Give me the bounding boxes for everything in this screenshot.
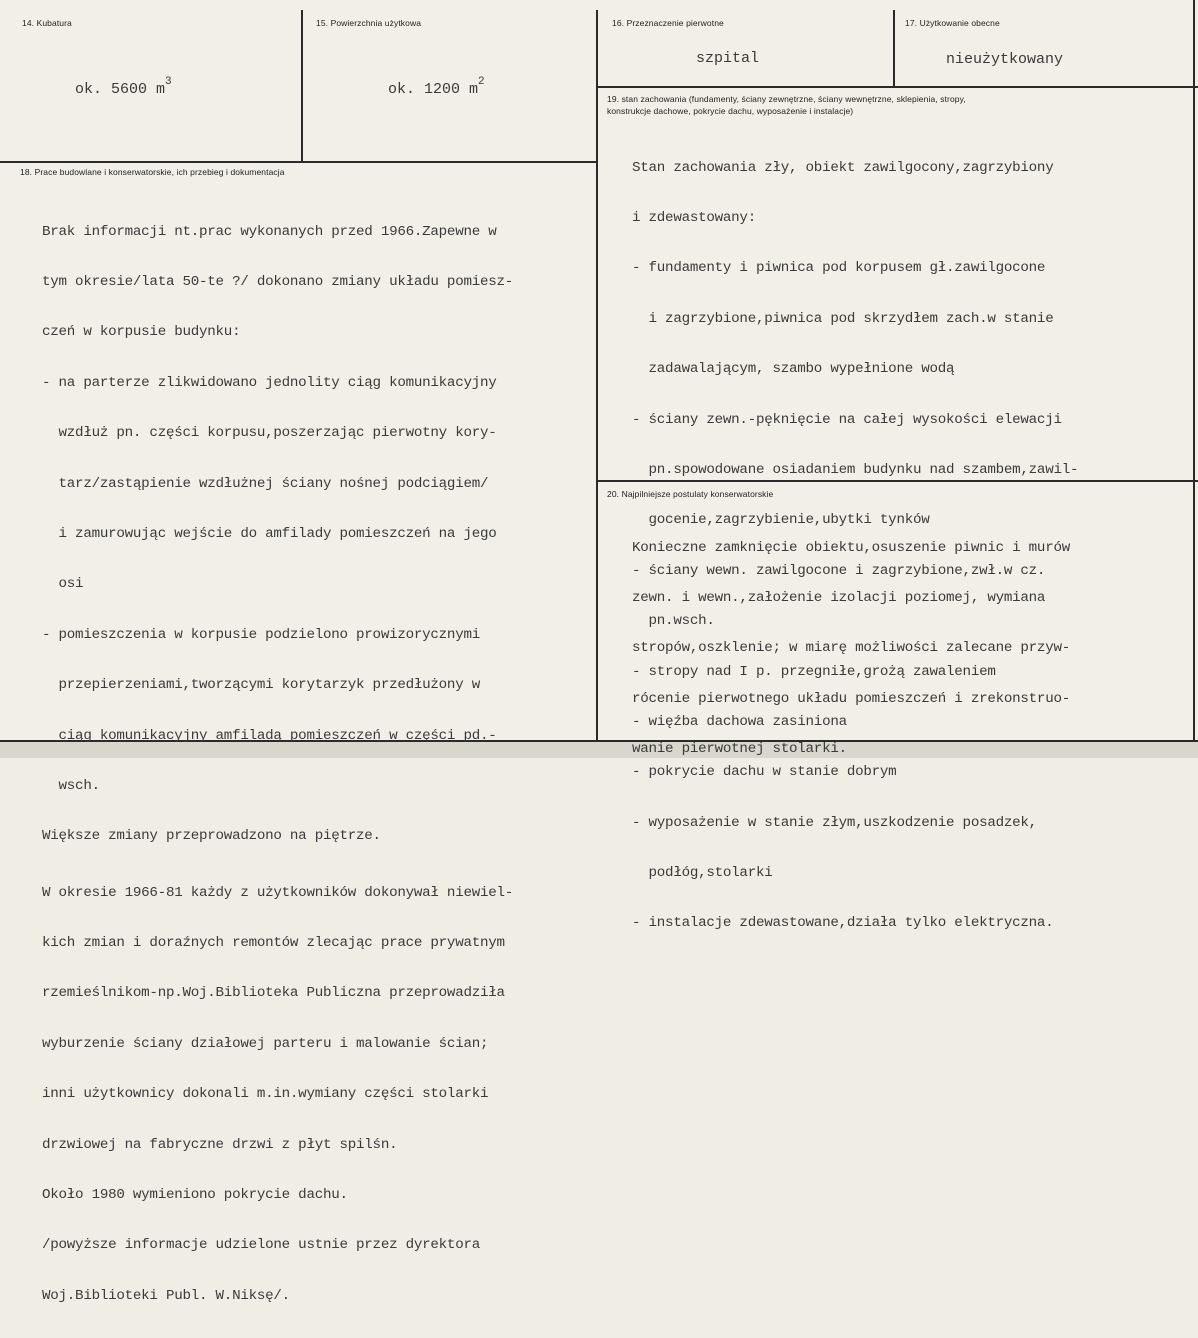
prace-line: Woj.Biblioteki Publ. W.Niksę/. — [42, 1287, 290, 1304]
stan-line: gocenie,zagrzybienie,ubytki tynków — [632, 512, 930, 529]
stan-line: i zagrzybione,piwnica pod skrzydłem zach.w stanie — [632, 310, 1054, 327]
stan-line: zadawalającym, szambo wypełnione wodą — [632, 361, 955, 378]
postulaty-text — [632, 506, 1070, 792]
prace-line: ciąg komunikacyjny amfiladą pomieszczeń w części pd.- — [42, 727, 497, 744]
przeznaczenie-label: 16. Przeznaczenie pierwotne — [612, 18, 724, 28]
stan-line: - stropy nad I p. przegniłe,grożą zawaleniem — [632, 663, 996, 680]
prace-line: - na parterze zlikwidowano jednolity ciąg komunikacyjny — [42, 374, 497, 391]
stan-line: - więźba dachowa zasiniona — [632, 713, 847, 730]
stan-label-line: konstrukcje dachowe, pokrycie dachu, wyposażenie i instalacje) — [607, 106, 854, 116]
divider-16-17 — [893, 10, 895, 86]
divider-16-19 — [596, 86, 1198, 88]
prace-line: /powyższe informacje udzielone ustnie przez dyrektora — [42, 1237, 480, 1254]
prace-line: i zamurowując wejście do amfilady pomieszczeń na jego — [42, 525, 497, 542]
prace-line: drzwiowej na fabryczne drzwi z płyt spilśn. — [42, 1136, 398, 1153]
kubatura-value — [75, 76, 172, 98]
uzytkowanie-value: nieużytkowany — [946, 51, 1064, 68]
stan-line: pn.spowodowane osiadaniem budynku nad szambem,zawil- — [632, 461, 1079, 478]
stan-line: - ściany wewn. zawilgocone i zagrzybione,zwł.w cz. — [632, 562, 1046, 579]
prace-line: tym okresie/lata 50-te ?/ dokonano zmiany układu pomiesz- — [42, 273, 514, 290]
postulaty-line: wanie pierwotnej stolarki. — [632, 741, 847, 758]
stan-line: - pokrycie dachu w stanie dobrym — [632, 764, 897, 781]
prace-line: czeń w korpusie budynku: — [42, 324, 241, 341]
prace-line: wyburzenie ściany działowej parteru i malowanie ścian; — [42, 1035, 489, 1052]
kubatura-label: 14. Kubatura — [22, 18, 72, 28]
kubatura-value-text: ok. 5600 m — [75, 81, 166, 98]
stan-line: - wyposażenie w stanie złym,uszkodzenie posadzek, — [632, 814, 1037, 831]
powierzchnia-unit-sup: 2 — [478, 76, 485, 88]
right-frame — [1193, 0, 1195, 758]
divider-left-right — [596, 10, 598, 758]
stan-line: pn.wsch. — [632, 613, 715, 630]
stan-label — [607, 93, 966, 117]
powierzchnia-value-text: ok. 1200 m — [388, 81, 479, 98]
kubatura-unit-sup: 3 — [165, 76, 172, 88]
prace-line: wzdłuż pn. części korpusu,poszerzając pierwotny kory- — [42, 425, 497, 442]
powierzchnia-label: 15. Powierzchnia użytkowa — [316, 18, 422, 28]
prace-line: Brak informacji nt.prac wykonanych przed 1966.Zapewne w — [42, 223, 497, 240]
prace-line: przepierzeniami,tworzącymi korytarzyk przedłużony w — [42, 677, 480, 694]
prace-line: kich zmian i doraźnych remontów zlecając prace prywatnym — [42, 935, 505, 952]
postulaty-line: Konieczne zamknięcie obiektu,osuszenie piwnic i murów — [632, 539, 1070, 556]
przeznaczenie-value: szpital — [696, 50, 760, 67]
stan-label-line: 19. stan zachowania (fundamenty, ściany zewnętrzne, ściany wewnętrzne, sklepienia, stropy, — [607, 94, 966, 104]
prace-line: Większe zmiany przeprowadzono na piętrze. — [42, 828, 381, 845]
prace-line: wsch. — [42, 777, 100, 794]
postulaty-line: stropów,oszklenie; w miarę możliwości zalecane przyw- — [632, 640, 1070, 657]
stan-line: - ściany zewn.-pęknięcie na całej wysokości elewacji — [632, 411, 1062, 428]
postulaty-line: zewn. i wewn.,założenie izolacji poziomej, wymiana — [632, 589, 1046, 606]
stan-line: podłóg,stolarki — [632, 865, 773, 882]
uzytkowanie-label: 17. Użytkowanie obecne — [905, 18, 1000, 28]
stan-line: - instalacje zdewastowane,działa tylko elektryczna. — [632, 915, 1054, 932]
prace-line: inni użytkownicy dokonali m.in.wymiany części stolarki — [42, 1086, 489, 1103]
prace-label: 18. Prace budowlane i konserwatorskie, ich przebieg i dokumentacja — [20, 167, 285, 177]
prace-line: rzemieślnikom-np.Woj.Biblioteka Publiczna przeprowadziła — [42, 985, 505, 1002]
prace-line: W okresie 1966-81 każdy z użytkowników dokonywał niewiel- — [42, 884, 514, 901]
divider-15-18 — [0, 161, 597, 163]
postulaty-label: 20. Najpilniejsze postulaty konserwatorskie — [607, 489, 774, 499]
prace-line: - pomieszczenia w korpusie podzielono prowizorycznymi — [42, 626, 480, 643]
prace-line: osi — [42, 576, 84, 593]
stan-line: i zdewastowany: — [632, 209, 756, 226]
divider-14-15 — [301, 10, 303, 162]
prace-line: Około 1980 wymieniono pokrycie dachu. — [42, 1187, 348, 1204]
prace-text — [42, 190, 513, 1338]
stan-line: Stan zachowania zły, obiekt zawilgocony,zagrzybiony — [632, 159, 1054, 176]
powierzchnia-value — [388, 76, 485, 98]
postulaty-line: rócenie pierwotnego układu pomieszczeń i zrekonstruo- — [632, 690, 1070, 707]
stan-line: - fundamenty i piwnica pod korpusem gł.zawilgocone — [632, 260, 1046, 277]
prace-line: tarz/zastąpienie wzdłużnej ściany nośnej podciągiem/ — [42, 475, 489, 492]
